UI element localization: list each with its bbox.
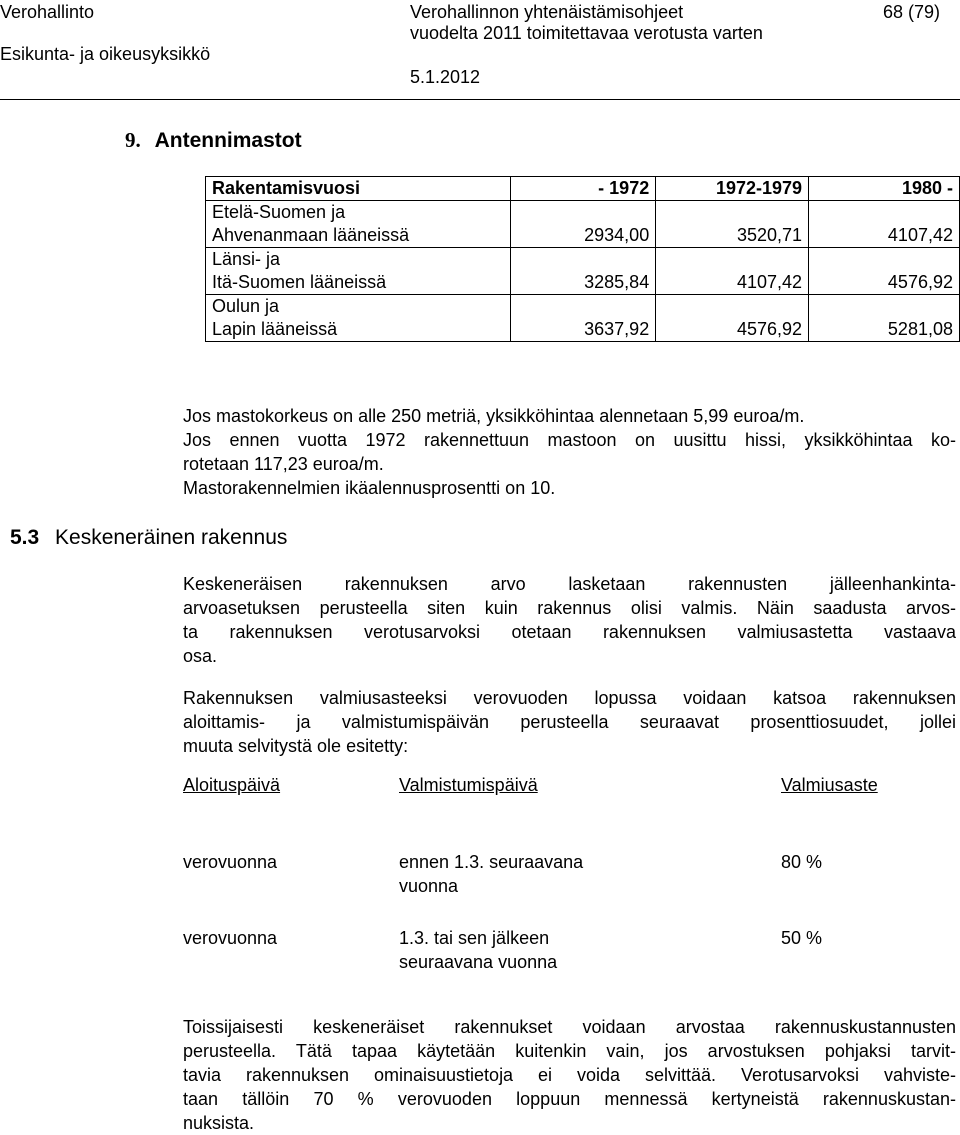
paragraph-line: perusteella. Tätä tapaa käytetään kuitenkin vain, jos arvostuksen pohjaksi tarvit- [183,1041,956,1061]
row-label-line: Oulun ja [212,296,280,316]
table-header-cell: 1980 - [809,177,960,201]
table-row [206,295,960,342]
table-header-cell: Rakentamisvuosi [206,177,511,201]
row-2-completion-line-1: 1.3. tai sen jälkeen [399,928,550,948]
section-9-notes [183,404,956,500]
header-unit: Esikunta- ja oikeusyksikkö [0,44,211,64]
paragraph-line: tavia rakennuksen ominaisuustietoja ei voida selvittää. Verotusarvoksi vahviste- [183,1065,956,1085]
table-cell: 3285,84 [510,248,655,295]
paragraph-line: Rakennuksen valmiusasteeksi verovuoden lopussa voidaan katsoa rakennuksen [183,688,956,708]
table-cell: 4107,42 [809,201,960,248]
paragraph-2 [183,686,956,758]
row-1-completion-line-1: ennen 1.3. seuraavana [399,852,584,872]
paragraph-line: aloittamis- ja valmistumispäivän perusteella seuraavat prosenttiosuudet, jollei [183,712,956,732]
column-header-completion: Valmistumispäivä [399,775,538,795]
paragraph-line: arvoasetuksen perusteella siten kuin rakennus olisi valmis. Näin saadusta arvos- [183,598,956,618]
header-date: 5.1.2012 [410,67,481,87]
table-header-cell: 1972-1979 [656,177,809,201]
table-row-label [206,295,511,342]
table-cell: 4107,42 [656,248,809,295]
row-1-completion-line-2: vuonna [399,876,459,896]
header-doc-title-1: Verohallinnon yhtenäistämisohjeet [410,2,684,22]
paragraph-line: nuksista. [183,1113,255,1133]
table-cell: 3520,71 [656,201,809,248]
paragraph-line: Keskeneräisen rakennuksen arvo lasketaan rakennusten jälleenhankinta- [183,574,956,594]
row-label-line: Etelä-Suomen ja [212,202,346,222]
table-cell: 2934,00 [510,201,655,248]
antenna-mast-rates-table [205,176,960,342]
table-row [206,248,960,295]
section-5-3-number: 5.3 [10,526,40,549]
table-header-cell: - 1972 [510,177,655,201]
header-org: Verohallinto [0,2,95,22]
table-row [206,201,960,248]
table-row-label [206,201,511,248]
section-9-title: Antennimastot [154,129,302,152]
paragraph-line: muuta selvitystä ole esitetty: [183,736,409,756]
table-cell: 3637,92 [510,295,655,342]
table-header-row [206,177,960,201]
note-line: Mastorakennelmien ikäalennusprosentti on 10. [183,478,556,498]
column-header-start: Aloituspäivä [183,775,281,795]
section-9-number: 9. [125,128,141,152]
header-doc-title-2: vuodelta 2011 toimitettavaa verotusta varten [410,23,763,43]
section-5-3-title: Keskeneräinen rakennus [55,526,288,549]
note-line: Jos mastokorkeus on alle 250 metriä, yksikköhintaa alennetaan 5,99 euroa/m. [183,406,805,426]
row-1-readiness: 80 % [781,852,823,872]
header-divider [0,99,960,100]
paragraph-1 [183,572,956,668]
paragraph-line: taan tällöin 70 % verovuoden loppuun mennessä kertyneistä rakennuskustan- [183,1089,956,1109]
row-label-line: Ahvenanmaan lääneissä [212,225,410,245]
paragraph-3 [183,1015,956,1135]
paragraph-line: osa. [183,646,218,666]
section-9-heading [125,128,302,153]
table-cell: 5281,08 [809,295,960,342]
row-label-line: Lapin lääneissä [212,319,338,339]
paragraph-line: ta rakennuksen verotusarvoksi otetaan rakennuksen valmiusastetta vastaava [183,622,956,642]
header-page-number: 68 (79) [883,2,941,22]
row-1-start: verovuonna [183,852,278,872]
table-row-label [206,248,511,295]
row-label-line: Itä-Suomen lääneissä [212,272,387,292]
note-line: rotetaan 117,23 euroa/m. [183,454,384,474]
row-2-completion-line-2: seuraavana vuonna [399,952,558,972]
paragraph-line: Toissijaisesti keskeneräiset rakennukset voidaan arvostaa rakennuskustannusten [183,1017,956,1037]
row-label-line: Länsi- ja [212,249,281,269]
note-line: Jos ennen vuotta 1972 rakennettuun mastoon on uusittu hissi, yksikköhintaa ko- [183,430,956,450]
row-2-start: verovuonna [183,928,278,948]
table-cell: 4576,92 [656,295,809,342]
table-cell: 4576,92 [809,248,960,295]
section-5-3-heading [10,526,287,550]
row-2-readiness: 50 % [781,928,823,948]
column-header-readiness: Valmiusaste [781,775,878,795]
